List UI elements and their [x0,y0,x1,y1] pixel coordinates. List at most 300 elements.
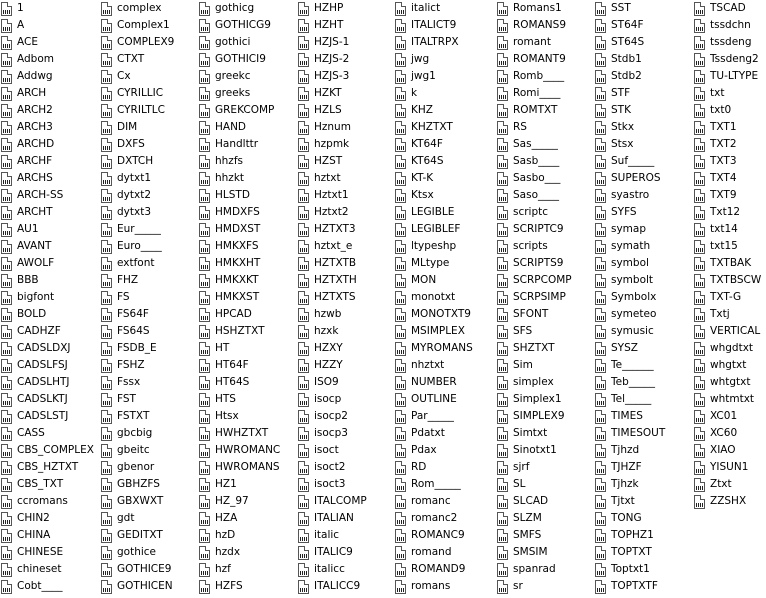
file-item[interactable] [395,527,473,544]
file-item[interactable] [199,238,280,255]
file-item[interactable] [595,136,665,153]
file-item[interactable] [1,527,94,544]
file-item[interactable] [199,51,280,68]
file-item[interactable] [101,0,174,17]
file-item[interactable] [497,119,572,136]
file-item[interactable] [497,187,572,204]
file-item[interactable] [497,0,572,17]
file-item[interactable] [101,527,174,544]
shx-font-file-icon [199,223,210,237]
file-item[interactable] [298,238,367,255]
file-item[interactable] [101,136,174,153]
file-item[interactable] [199,527,280,544]
file-item[interactable] [298,170,367,187]
file-item[interactable] [1,221,94,238]
file-item[interactable] [101,17,174,34]
file-item[interactable] [595,459,665,476]
file-item[interactable] [395,476,473,493]
file-item[interactable] [497,221,572,238]
file-item[interactable] [595,170,665,187]
file-item[interactable] [298,119,367,136]
file-item[interactable] [694,357,761,374]
file-item[interactable] [1,408,94,425]
file-item[interactable] [595,476,665,493]
file-item[interactable] [199,17,280,34]
file-item[interactable] [1,544,94,561]
file-item[interactable] [395,357,473,374]
file-item[interactable] [497,17,572,34]
file-item[interactable] [595,85,665,102]
file-item[interactable] [395,255,473,272]
file-item[interactable] [298,578,367,595]
file-item[interactable] [101,357,174,374]
file-item[interactable] [1,289,94,306]
file-item[interactable] [101,323,174,340]
file-item[interactable] [298,510,367,527]
file-item[interactable] [497,102,572,119]
file-item[interactable] [595,221,665,238]
shx-font-file-icon [395,393,406,407]
file-item[interactable] [1,476,94,493]
file-item[interactable] [199,272,280,289]
file-item[interactable] [497,493,572,510]
file-item[interactable] [199,374,280,391]
file-item[interactable] [395,68,473,85]
file-item[interactable] [199,544,280,561]
file-item[interactable] [694,374,761,391]
file-item[interactable] [101,102,174,119]
file-name: HAND [215,121,247,133]
file-item[interactable] [199,340,280,357]
file-item[interactable] [1,17,94,34]
file-item[interactable] [694,493,761,510]
file-item[interactable] [395,170,473,187]
file-name: MLtype [411,257,450,269]
file-item[interactable] [694,85,761,102]
file-item[interactable] [1,493,94,510]
file-item[interactable] [595,357,665,374]
file-item[interactable] [395,272,473,289]
file-item[interactable] [595,204,665,221]
file-item[interactable] [497,204,572,221]
file-item[interactable] [694,153,761,170]
file-item[interactable] [1,391,94,408]
file-item[interactable] [101,510,174,527]
file-item[interactable] [595,272,665,289]
file-item[interactable] [298,323,367,340]
file-item[interactable] [395,153,473,170]
file-item[interactable] [694,306,761,323]
file-item[interactable] [694,476,761,493]
file-item[interactable] [298,306,367,323]
file-item[interactable] [199,391,280,408]
file-item[interactable] [395,425,473,442]
file-item[interactable] [595,153,665,170]
file-name: Hznum [314,121,351,133]
file-item[interactable] [101,68,174,85]
file-item[interactable] [101,442,174,459]
file-item[interactable] [1,459,94,476]
file-item[interactable] [595,187,665,204]
file-item[interactable] [101,204,174,221]
file-item[interactable] [395,221,473,238]
file-item[interactable] [595,68,665,85]
file-item[interactable] [101,289,174,306]
file-item[interactable] [101,170,174,187]
file-item[interactable] [497,136,572,153]
file-item[interactable] [1,136,94,153]
file-item[interactable] [101,408,174,425]
file-item[interactable] [497,153,572,170]
file-item[interactable] [298,527,367,544]
file-name: HZ_97 [215,495,249,507]
file-item[interactable] [395,408,473,425]
file-item[interactable] [101,340,174,357]
file-item[interactable] [497,51,572,68]
file-name: ST64S [611,36,645,48]
file-item[interactable] [298,51,367,68]
file-item[interactable] [199,425,280,442]
file-item[interactable] [101,119,174,136]
file-item[interactable] [694,408,761,425]
file-item[interactable] [395,561,473,578]
file-item[interactable] [595,442,665,459]
file-item[interactable] [694,119,761,136]
file-item[interactable] [497,544,572,561]
file-item[interactable] [1,119,94,136]
file-item[interactable] [101,34,174,51]
file-item[interactable] [199,136,280,153]
file-item[interactable] [497,68,572,85]
file-item[interactable] [1,425,94,442]
file-item[interactable] [395,204,473,221]
file-item[interactable] [1,374,94,391]
file-item[interactable] [199,459,280,476]
file-item[interactable] [298,204,367,221]
file-item[interactable] [298,85,367,102]
shx-font-file-icon [497,359,508,373]
file-item[interactable] [298,102,367,119]
file-name: isoct [314,444,339,456]
file-item[interactable] [101,561,174,578]
file-item[interactable] [395,493,473,510]
file-item[interactable] [298,136,367,153]
file-item[interactable] [694,68,761,85]
file-item[interactable] [395,374,473,391]
file-item[interactable] [199,0,280,17]
file-item[interactable] [101,493,174,510]
file-item[interactable] [595,408,665,425]
file-item[interactable] [298,442,367,459]
file-item[interactable] [694,272,761,289]
file-item[interactable] [497,578,572,595]
file-item[interactable] [595,289,665,306]
file-item[interactable] [199,221,280,238]
file-item[interactable] [101,391,174,408]
file-item[interactable] [595,119,665,136]
file-item[interactable] [497,289,572,306]
file-column [101,0,174,595]
file-item[interactable] [1,272,94,289]
file-item[interactable] [1,340,94,357]
file-item[interactable] [497,561,572,578]
file-item[interactable] [298,289,367,306]
file-item[interactable] [497,272,572,289]
shx-font-file-icon [497,427,508,441]
file-item[interactable] [694,51,761,68]
file-item[interactable] [595,17,665,34]
file-item[interactable] [395,85,473,102]
file-item[interactable] [694,238,761,255]
file-item[interactable] [497,255,572,272]
file-item[interactable] [298,221,367,238]
file-item[interactable] [101,578,174,595]
file-item[interactable] [298,153,367,170]
file-item[interactable] [298,272,367,289]
file-item[interactable] [199,153,280,170]
file-item[interactable] [199,34,280,51]
file-item[interactable] [1,357,94,374]
file-item[interactable] [101,238,174,255]
file-item[interactable] [199,493,280,510]
file-item[interactable] [595,323,665,340]
file-item[interactable] [1,170,94,187]
file-item[interactable] [101,459,174,476]
file-item[interactable] [595,0,665,17]
file-item[interactable] [395,391,473,408]
file-item[interactable] [298,391,367,408]
file-name: FS [117,291,130,303]
file-item[interactable] [298,459,367,476]
file-item[interactable] [101,425,174,442]
file-item[interactable] [595,544,665,561]
file-item[interactable] [199,255,280,272]
file-item[interactable] [694,255,761,272]
file-item[interactable] [101,544,174,561]
file-item[interactable] [199,187,280,204]
file-item[interactable] [395,289,473,306]
file-item[interactable] [395,102,473,119]
file-item[interactable] [1,51,94,68]
file-item[interactable] [694,442,761,459]
file-item[interactable] [101,221,174,238]
file-item[interactable] [199,204,280,221]
file-item[interactable] [101,85,174,102]
file-item[interactable] [199,289,280,306]
file-item[interactable] [395,306,473,323]
file-item[interactable] [694,170,761,187]
file-item[interactable] [595,527,665,544]
shx-font-file-icon [101,308,112,322]
shx-font-file-icon [101,342,112,356]
file-item[interactable] [694,136,761,153]
file-item[interactable] [497,476,572,493]
file-item[interactable] [1,238,94,255]
file-item[interactable] [199,85,280,102]
file-item[interactable] [199,119,280,136]
file-name: HPCAD [215,308,252,320]
file-item[interactable] [101,272,174,289]
file-item[interactable] [395,510,473,527]
file-item[interactable] [1,68,94,85]
file-item[interactable] [395,238,473,255]
file-item[interactable] [298,0,367,17]
file-item[interactable] [199,306,280,323]
file-item[interactable] [595,425,665,442]
file-item[interactable] [199,561,280,578]
file-item[interactable] [497,527,572,544]
file-item[interactable] [497,391,572,408]
file-item[interactable] [395,459,473,476]
file-item[interactable] [298,544,367,561]
file-item[interactable] [694,17,761,34]
file-item[interactable] [1,0,94,17]
file-item[interactable] [298,408,367,425]
file-item[interactable] [497,425,572,442]
file-item[interactable] [595,510,665,527]
file-item[interactable] [694,459,761,476]
file-item[interactable] [395,544,473,561]
file-item[interactable] [395,578,473,595]
file-item[interactable] [199,68,280,85]
file-item[interactable] [497,306,572,323]
file-item[interactable] [595,578,665,595]
file-item[interactable] [595,374,665,391]
file-name: complex [117,2,162,14]
file-item[interactable] [298,357,367,374]
file-item[interactable] [298,374,367,391]
file-item[interactable] [694,221,761,238]
file-item[interactable] [497,442,572,459]
file-item[interactable] [395,136,473,153]
file-item[interactable] [1,34,94,51]
file-item[interactable] [395,34,473,51]
file-item[interactable] [694,425,761,442]
file-item[interactable] [497,340,572,357]
file-item[interactable] [395,442,473,459]
file-item[interactable] [199,578,280,595]
file-item[interactable] [199,357,280,374]
file-item[interactable] [101,255,174,272]
file-item[interactable] [298,255,367,272]
file-item[interactable] [298,340,367,357]
file-item[interactable] [395,323,473,340]
shx-font-file-icon [298,529,309,543]
file-item[interactable] [694,323,761,340]
file-item[interactable] [101,306,174,323]
file-item[interactable] [694,340,761,357]
file-item[interactable] [694,391,761,408]
file-item[interactable] [595,34,665,51]
file-item[interactable] [497,408,572,425]
file-item[interactable] [298,493,367,510]
file-item[interactable] [395,0,473,17]
shx-font-file-icon [199,189,210,203]
file-item[interactable] [1,85,94,102]
file-item[interactable] [1,510,94,527]
file-item[interactable] [199,510,280,527]
file-item[interactable] [298,425,367,442]
file-item[interactable] [298,34,367,51]
file-item[interactable] [694,0,761,17]
file-item[interactable] [199,102,280,119]
file-item[interactable] [497,374,572,391]
file-item[interactable] [395,187,473,204]
file-item[interactable] [595,238,665,255]
file-item[interactable] [101,374,174,391]
file-item[interactable] [497,323,572,340]
file-item[interactable] [694,102,761,119]
file-item[interactable] [1,306,94,323]
file-item[interactable] [395,17,473,34]
shx-font-file-icon [595,495,606,509]
file-item[interactable] [1,578,94,595]
file-item[interactable] [694,204,761,221]
file-item[interactable] [101,476,174,493]
file-item[interactable] [595,493,665,510]
file-item[interactable] [595,561,665,578]
file-name: gdt [117,512,135,524]
file-item[interactable] [298,68,367,85]
file-item[interactable] [298,476,367,493]
file-name: Handlttr [215,138,259,150]
file-item[interactable] [497,238,572,255]
shx-font-file-icon [595,410,606,424]
file-item[interactable] [694,187,761,204]
file-item[interactable] [199,323,280,340]
file-item[interactable] [1,442,94,459]
file-item[interactable] [101,51,174,68]
file-item[interactable] [395,119,473,136]
file-item[interactable] [694,34,761,51]
file-item[interactable] [595,306,665,323]
file-item[interactable] [497,85,572,102]
file-item[interactable] [497,357,572,374]
file-item[interactable] [1,153,94,170]
file-item[interactable] [101,153,174,170]
file-item[interactable] [1,561,94,578]
file-item[interactable] [595,102,665,119]
file-item[interactable] [1,255,94,272]
file-item[interactable] [595,391,665,408]
file-item[interactable] [595,255,665,272]
file-item[interactable] [1,323,94,340]
file-item[interactable] [199,442,280,459]
file-item[interactable] [497,510,572,527]
shx-font-file-icon [101,478,112,492]
file-item[interactable] [1,102,94,119]
file-item[interactable] [199,170,280,187]
file-item[interactable] [395,340,473,357]
file-item[interactable] [395,51,473,68]
file-name: FSHZ [117,359,145,371]
file-item[interactable] [101,187,174,204]
file-item[interactable] [595,51,665,68]
file-item[interactable] [199,476,280,493]
file-item[interactable] [1,204,94,221]
file-item[interactable] [497,170,572,187]
file-item[interactable] [298,561,367,578]
file-item[interactable] [298,187,367,204]
file-item[interactable] [497,459,572,476]
file-item[interactable] [1,187,94,204]
file-item[interactable] [298,17,367,34]
file-item[interactable] [694,289,761,306]
file-item[interactable] [497,34,572,51]
file-name: whgtxt [710,359,747,371]
file-item[interactable] [199,408,280,425]
file-item[interactable] [595,340,665,357]
